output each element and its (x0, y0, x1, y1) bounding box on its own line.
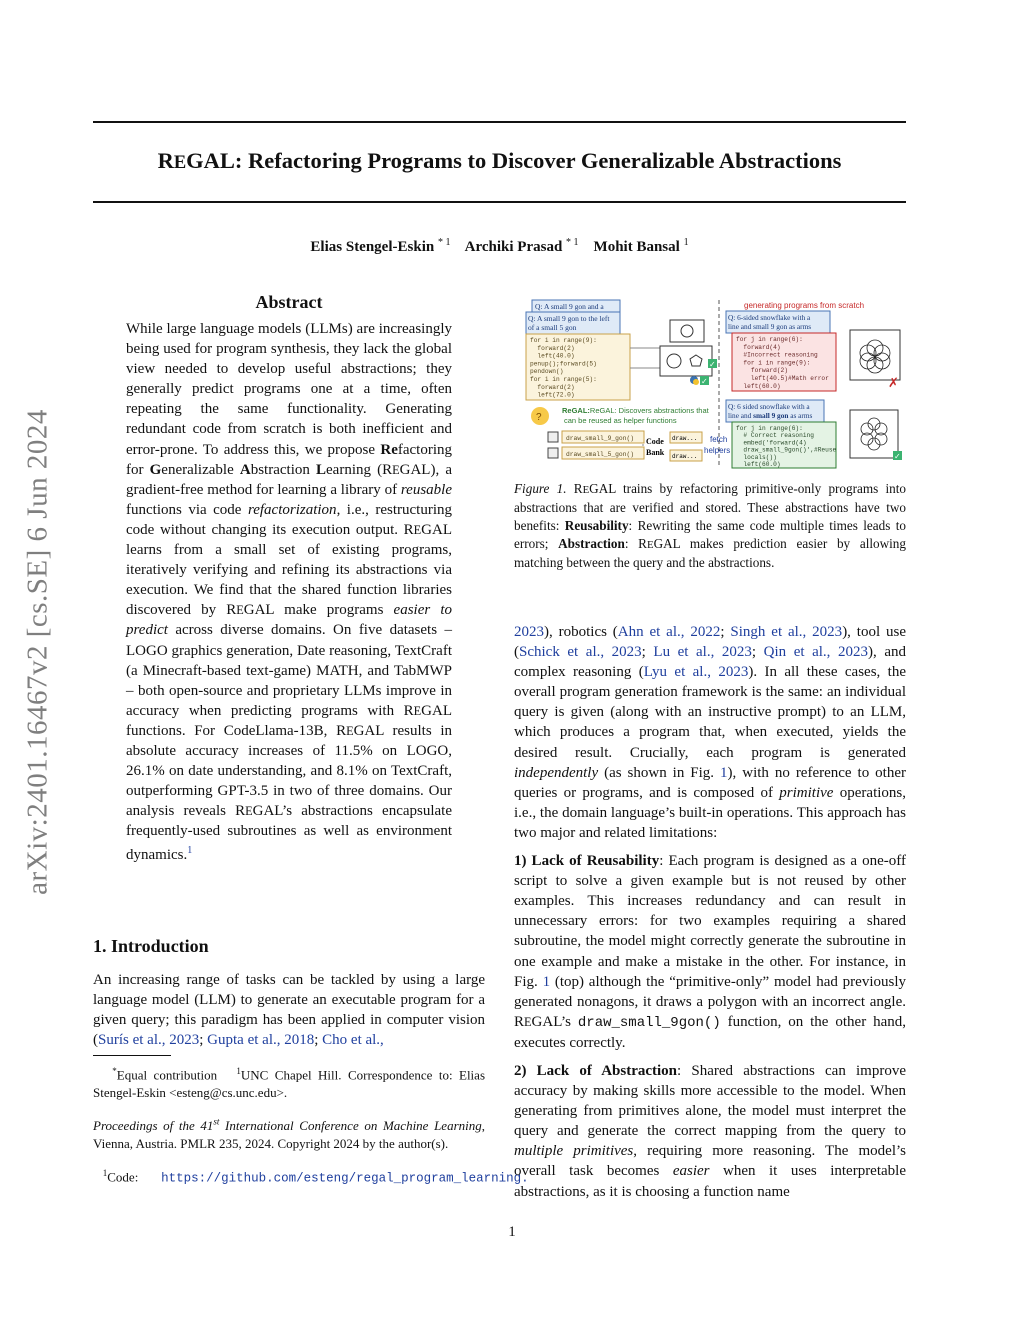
fetch-label-b: helpers (704, 446, 731, 455)
code-left-line: pendown() (530, 368, 564, 376)
helper-icon-1 (548, 432, 558, 442)
cite-cho[interactable]: Cho et al., (322, 1032, 384, 1049)
abstraction-heading: 2) Lack of Abstraction (514, 1062, 678, 1079)
query-2-text-a: Q: A small 9 gon to the left (528, 314, 610, 323)
output-canvas-1 (670, 320, 704, 342)
figure-1 (524, 298, 906, 470)
cite-gupta[interactable]: Gupta et al., 2018 (207, 1032, 315, 1049)
author-list: Elias Stengel-Eskin $^{* 1}$ Archiki Prasad $^{* 1}$ Mohit Bansal $^1$ (310, 237, 689, 255)
figure-1-diagram (524, 298, 906, 470)
query-4-text-b: line and small 9 gon as arms (728, 411, 813, 420)
figure-header-right: generating programs from scratch (744, 301, 865, 310)
fetch-label-a: fetch (710, 435, 728, 444)
code-rb-line: locals()) (736, 453, 777, 461)
code-left-line: left(40.0) (530, 352, 575, 360)
code-rb-line: embed('forward(4) (736, 439, 807, 447)
code-left-line: forward(2) (530, 383, 575, 391)
intro-body: An increasing range of tasks can be tackled by using a large language model (LLM) to generate an executable program for a given query; this paradigm has been applied in computer vision (Surís et al., 2023; Gupta et al., 2018; Cho et al., (93, 972, 485, 1049)
figure-caption: Figure 1. REGAL trains by refactoring primitive-only programs into abstractions that are verified and stored. These abstractions have two benefits: Reusability: Rewriting the same code multiple times leads to errors; Abstraction: REGAL makes prediction easier by allowing matching between the query and the abstractions. (514, 481, 907, 570)
output-canvas-correct (850, 410, 898, 458)
code-url-link[interactable]: https://github.com/esteng/regal_program_learning. (161, 1171, 529, 1186)
python-icon-1-b (693, 379, 699, 385)
paper-title: REGAL: Refactoring Programs to Discover Generalizable Abstractions (157, 148, 842, 173)
cite-suris[interactable]: Surís et al., 2023 (98, 1032, 200, 1049)
code-left-line: penup();forward(5) (530, 360, 597, 368)
page-number: 1 (508, 1224, 516, 1240)
query-1-text: Q: A small 9 gon and a (535, 302, 604, 311)
footnote-proceedings: Proceedings of the 41st International Conference on Machine Learning, Vienna, Austria. PMLR 235, 2024. Copyright 2024 by the author(s). (93, 1117, 485, 1151)
author-3: Mohit Bansal (593, 239, 680, 255)
cite-lu[interactable]: Lu et al., 2023 (653, 644, 752, 661)
query-4-text-a: Q: 6 sided snowflake with a (728, 402, 810, 411)
author-1: Elias Stengel-Eskin (310, 239, 435, 255)
author-2: Archiki Prasad (464, 239, 563, 255)
cite-2023[interactable]: 2023 (514, 624, 544, 640)
reusability-heading: 1) Lack of Reusability (514, 853, 660, 870)
code-rt-line: for j in range(6): (736, 336, 803, 343)
check-icon-3-glyph: ✓ (894, 452, 901, 461)
query-3-text-a: Q: 6-sided snowflake with a (728, 313, 811, 322)
code-rb-line: left(60.0) (736, 461, 781, 468)
cite-ahn[interactable]: Ahn et al., 2022 (617, 624, 721, 640)
fig-ref-2[interactable]: 1 (542, 973, 551, 990)
intro-heading: 1. Introduction (93, 936, 209, 956)
code-rb-line: for j in range(6): (736, 425, 803, 432)
cite-qin[interactable]: Qin et al., 2023 (763, 644, 869, 661)
title-bottom-rule (93, 201, 906, 203)
abstract-body: While large language models (LLMs) are increasingly being used for program synthesis, they lack the global view needed to develop useful abstractions; they generally predict programs one at a time, often repeating the same functionality. Generating redundant code from scratch is both inefficient and error-prone. To address this, we propose Refactoring for Generalizable Abstraction Learning (REGAL), a gradient-free method for learning a library of reusable functions via code refactorization, i.e., restructuring code without changing its execution output. REGAL learns from a small set of existing programs, iteratively verifying and refining its abstractions via execution. We find that the shared function libraries discovered by REGAL make programs easier to predict across diverse domains. On five datasets – LOGO graphics generation, Date reasoning, TextCraft (a Minecraft-based text-game) MATH, and TabMWP – both open-source and proprietary LLMs improve in accuracy when predicting programs with REGAL functions. For CodeLlama-13B, REGAL results in absolute accuracy increases of 11.5% on LOGO, 26.1% on date understanding, and 8.1% on TextCraft, outperforming GPT-3.5 in two of three domains. Our analysis reveals REGAL’s abstractions encapsulate frequently-used subroutines as well as environment dynamics.$^1$ (126, 321, 453, 864)
query-2-text-b: of a small 5 gon (528, 323, 577, 332)
code-left-line: left(72.0) (530, 391, 575, 399)
footnote-code: $^1$Code: https://github.com/esteng/regal_program_learning. (102, 1168, 529, 1186)
regal-note-b: can be reused as helper functions (564, 416, 677, 425)
code-bank-label-a: Code (646, 437, 664, 446)
code-rb-line: # Correct reasoning (736, 432, 814, 440)
check-icon-1-glyph: ✓ (709, 360, 716, 369)
helper-1-text: draw_small_9_gon() (566, 435, 635, 442)
code-rt-line: forward(2) (736, 367, 788, 375)
right-column-body: 2023), robotics (Ahn et al., 2022; Singh et al., 2023), tool use (Schick et al., 2023; Lu et al., 2023; Qin et al., 2023), and complex reasoning (Lyu et al., 2023). In all these cases, the overall program generation framework is the same: an individual query is given (along with an instructive prompt) to an LLM, which produces a program that, when executed, yields the desired result. Crucially, each program is generated independently (as shown in Fig. 1), with no reference to other queries or programs, and is composed of primitive operations, i.e., the domain language’s built-in operations. This approach has two major and related limitations: 1) Lack of Reusability: Each program is designed as a one-off script to solve a given example but is not reused by other examples. This increases redundancy and can result in unnecessary errors: for two examples requiring a shared subroutine, the model might correctly generate the subroutine in one example and make a mistake in the other. For instance, in Fig. 1 (top) although the “primitive-only” model had previously generated nonagons, it draws a polygon with an incorrect angle. REGAL’s draw_small_9gon() function, on the other hand, executes correctly. 2) Lack of Abstraction: Shared abstractions can improve accuracy by making skills more accessible to the model. When generating from primitives alone, the model must interpret the query and generate the correct mapping from the query to multiple primitives, requiring more reasoning. The model’s overall task becomes easier when it uses interpretable abstractions, as it is choosing a function name (514, 624, 907, 1200)
check-icon-2-glyph: ✓ (701, 377, 708, 386)
cross-icon: ✗ (888, 375, 899, 390)
output-canvas-wrong (850, 330, 900, 380)
regal-note-a: ReGAL:ReGAL: Discovers abstractions that (562, 406, 709, 415)
code-rt-line: left(40.5)#Math error (736, 375, 829, 382)
top-rule (93, 121, 906, 123)
fig-ref-1[interactable]: 1 (720, 764, 728, 781)
query-3-text-b: line and small 9 gon as arms (728, 322, 812, 331)
arxiv-stamp: arXiv:2401.16467v2 [cs.SE] 6 Jun 2024 (21, 409, 54, 895)
code-rt-line: forward(4) (736, 343, 781, 351)
abstract-heading: Abstract (255, 292, 323, 312)
code-rb-line: draw_small_9gon()',#Reuse (736, 446, 837, 454)
output-canvas-2 (660, 346, 712, 376)
code-rt-line: for i in range(9): (736, 359, 811, 367)
code-left-line: for i in range(5): (530, 376, 597, 383)
code-left-line: forward(2) (530, 344, 575, 352)
code-rt-line: #Incorrect reasoning (736, 351, 818, 359)
cite-singh[interactable]: Singh et al., 2023 (730, 624, 843, 640)
code-rt-line: left(60.0) (736, 382, 781, 390)
footnote-equal: *Equal contribution $^1$UNC Chapel Hill. Correspondence to: Elias Stengel-Eskin <esteng@cs.unc.edu>. (93, 1066, 485, 1100)
footnote-rule (93, 1055, 171, 1056)
bank-item-2-text: draw... (672, 453, 698, 460)
cite-lyu[interactable]: Lyu et al., 2023 (643, 664, 749, 681)
helper-icon-2 (548, 448, 558, 458)
helper-2-text: draw_small_5_gon() (566, 451, 635, 458)
cite-schick[interactable]: Schick et al., 2023 (519, 644, 642, 661)
bank-item-1-text: draw... (672, 435, 698, 442)
code-left-line: for i in range(9): (530, 337, 597, 344)
thinking-emoji-glyph: ? (536, 412, 542, 423)
code-bank-label-b: Bank (646, 448, 665, 457)
